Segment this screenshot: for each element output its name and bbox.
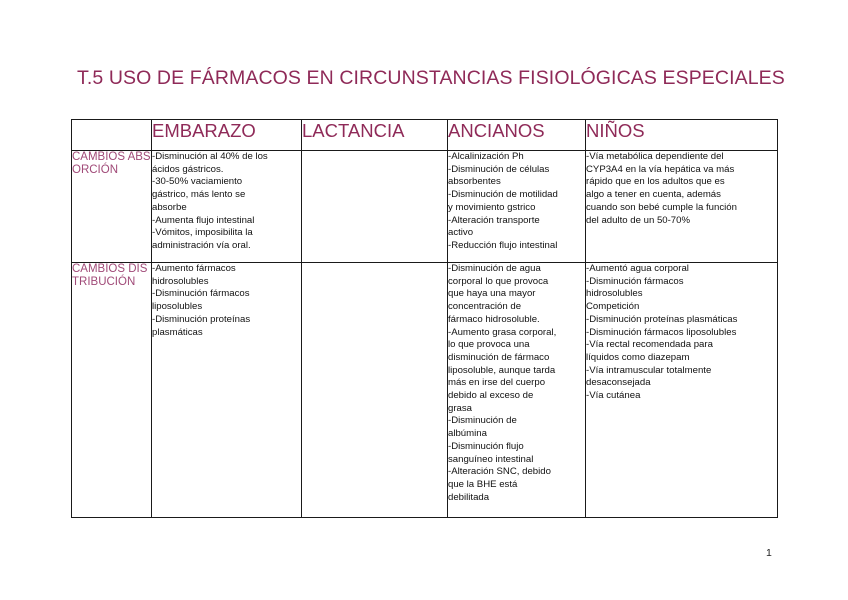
cell-line: rápido que en los adultos que es: [586, 176, 725, 188]
cell-line: -30-50% vaciamiento: [152, 176, 243, 188]
table-row-absorcion: [72, 151, 778, 263]
cell-line: disminución de fármaco: [448, 351, 550, 363]
cell-line: -Alcalinización Ph: [448, 151, 524, 162]
cell-absorcion-ninos: [586, 151, 778, 263]
cell-line: -Aumentó agua corporal: [586, 263, 689, 274]
cell-line: que haya una mayor: [448, 288, 536, 300]
cell-line: -Disminución proteínas plasmáticas: [586, 313, 738, 325]
cell-line: -Vía intramuscular totalmente: [586, 364, 712, 376]
cell-line: debido al exceso de: [448, 390, 534, 402]
header-lactancia: LACTANCIA: [302, 120, 448, 151]
cell-line: algo a tener en cuenta, además: [586, 189, 721, 201]
cell-line: -Disminución de motilidad: [448, 189, 558, 201]
cell-line: cuando son bebé cumple la función: [586, 201, 737, 213]
header-empty: [72, 120, 152, 151]
cell-line: -Vía rectal recomendada para: [586, 339, 713, 351]
cell-line: absorbentes: [448, 176, 501, 188]
cell-distribucion-ancianos: [448, 263, 586, 518]
cell-line: liposolubles: [152, 301, 203, 313]
row-label-absorcion: CAMBIOS ABSORCIÓN: [72, 151, 152, 263]
cell-line: sanguíneo intestinal: [448, 453, 534, 465]
header-ancianos: ANCIANOS: [448, 120, 586, 151]
header-embarazo: EMBARAZO: [152, 120, 302, 151]
cell-line: -Disminución de agua: [448, 263, 541, 274]
cell-line: hidrosolubles: [586, 288, 643, 300]
cell-line: -Alteración SNC, debido: [448, 466, 551, 478]
table-row-distribucion: [72, 263, 778, 518]
cell-line: liposoluble, aunque tarda: [448, 364, 556, 376]
cell-line: lo que provoca una: [448, 339, 530, 351]
cell-line: absorbe: [152, 201, 187, 213]
cell-absorcion-lactancia: [302, 151, 448, 263]
cell-line: debilitada: [448, 491, 490, 503]
page-title: T.5 USO DE FÁRMACOS EN CIRCUNSTANCIAS FISIOLÓGICAS ESPECIALES: [77, 67, 785, 89]
cell-line: -Vía cutánea: [586, 390, 641, 402]
cell-line: fármaco hidrosoluble.: [448, 313, 540, 325]
cell-line: hidrosolubles: [152, 275, 209, 287]
cell-absorcion-ancianos: [448, 151, 586, 263]
cell-line: -Disminución de células: [448, 163, 550, 175]
cell-distribucion-embarazo: [152, 263, 302, 518]
cell-line: -Aumento grasa corporal,: [448, 326, 557, 338]
cell-distribucion-ninos: [586, 263, 778, 518]
cell-line: Competición: [586, 301, 640, 313]
cell-line: -Disminución flujo: [448, 440, 524, 452]
cell-distribucion-lactancia: [302, 263, 448, 518]
cell-line: del adulto de un 50-70%: [586, 214, 691, 226]
cell-line: líquidos como diazepam: [586, 351, 690, 363]
cell-line: corporal lo que provoca: [448, 275, 549, 287]
cell-line: activo: [448, 227, 474, 239]
cell-line: desaconsejada: [586, 377, 651, 389]
cell-line: gástrico, más lento se: [152, 189, 246, 201]
cell-line: CYP3A4 en la vía hepática va más: [586, 163, 735, 175]
cell-line: -Disminución fármacos: [586, 275, 684, 287]
header-ninos: NIÑOS: [586, 120, 778, 151]
cell-line: -Alteración transporte: [448, 214, 540, 226]
cell-line: -Aumento fármacos: [152, 263, 236, 274]
cell-line: administración vía oral.: [152, 239, 251, 251]
cell-line: -Aumenta flujo intestinal: [152, 214, 255, 226]
cell-line: más en irse del cuerpo: [448, 377, 546, 389]
cell-line: que la BHE está: [448, 478, 518, 490]
page-number: 1: [766, 547, 772, 559]
cell-line: -Disminución al 40% de los: [152, 151, 268, 162]
cell-line: concentración de: [448, 301, 522, 313]
cell-line: -Disminución proteínas: [152, 313, 251, 325]
cell-line: -Disminución fármacos liposolubles: [586, 326, 737, 338]
cell-line: albúmina: [448, 428, 487, 440]
cell-line: ácidos gástricos.: [152, 163, 224, 175]
cell-line: grasa: [448, 402, 472, 414]
cell-line: -Vía metabólica dependiente del: [586, 151, 724, 162]
cell-absorcion-embarazo: [152, 151, 302, 263]
cell-line: -Vómitos, imposibilita la: [152, 227, 253, 239]
pharma-table: [71, 119, 778, 518]
cell-line: plasmáticas: [152, 326, 203, 338]
cell-line: y movimiento gstrico: [448, 201, 536, 213]
table-header-row: [72, 120, 778, 151]
cell-line: -Reducción flujo intestinal: [448, 239, 558, 251]
row-label-distribucion: CAMBIOS DISTRIBUCIÓN: [72, 263, 152, 518]
cell-line: -Disminución de: [448, 415, 517, 427]
cell-line: -Disminución fármacos: [152, 288, 250, 300]
